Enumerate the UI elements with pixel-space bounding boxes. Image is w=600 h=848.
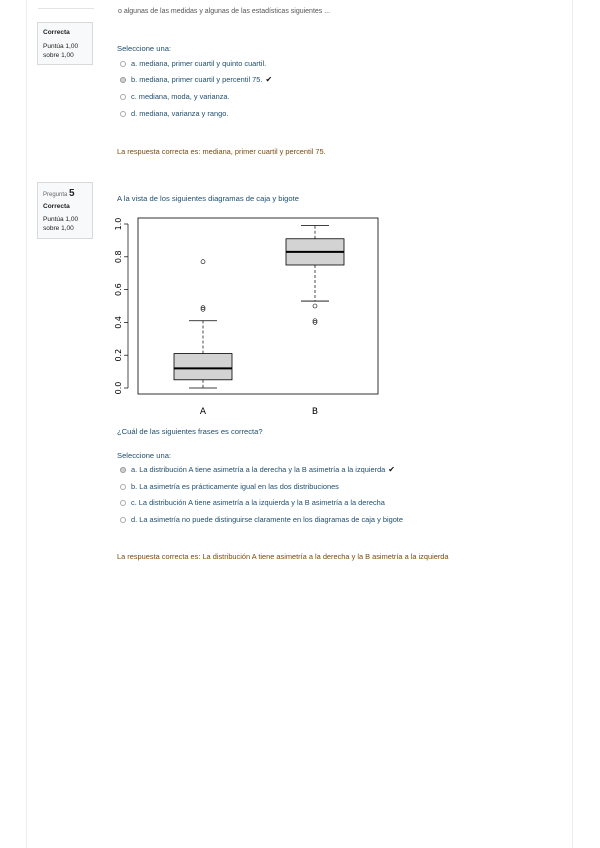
outlier-point [313,304,317,308]
box-A [174,354,232,380]
question-5-option-a[interactable] [120,465,395,474]
question-4-option-d[interactable] [120,109,228,118]
question-4-option-a[interactable] [120,59,266,68]
radio-button[interactable] [120,517,126,523]
question-5-option-b[interactable] [120,482,339,491]
option-label: b. La asimetría es prácticamente igual en las dos distribuciones [131,482,339,491]
question-4-state: Correcta [43,29,70,36]
y-tick-label: 0.8 [114,250,123,264]
question-4-score-line1: Puntúa 1,00 [43,42,79,50]
y-axis [114,218,128,395]
question-5-feedback: La respuesta correcta es: La distribución A tiene asimetría a la derecha y la B asimetría a la izquierda [117,552,449,561]
radio-button[interactable] [120,61,126,67]
page-border-right [572,0,573,848]
correct-check-icon: ✔ [388,465,395,474]
question-5-number: Pregunta 5 [43,188,75,199]
option-label: c. La distribución A tiene asimetría a la izquierda y la B asimetría a la derecha [131,498,385,507]
question-4-score-line2: sobre 1,00 [43,51,74,59]
question-4-option-b[interactable] [120,75,272,84]
radio-button[interactable] [120,94,126,100]
question-5-state: Correcta [43,202,70,210]
question-5-info [37,182,93,239]
question-4-prompt: Seleccione una: [117,44,172,53]
x-axis [200,407,318,417]
option-label: b. mediana, primer cuartil y percentil 75. [131,75,263,84]
question-5-option-d[interactable] [120,515,403,524]
radio-button[interactable] [120,111,126,117]
y-tick-label: 0.6 [114,283,123,296]
boxplot-chart [110,212,390,424]
radio-button-selected[interactable] [120,467,126,473]
y-tick-label: 0.0 [114,381,123,395]
question-5-intro: A la vista de los siguientes diagramas de caja y bigote [117,194,299,203]
option-label: d. La asimetría no puede distinguirse claramente en los diagramas de caja y bigote [131,515,403,524]
y-tick-label: 1.0 [114,217,123,231]
question-4-feedback: La respuesta correcta es: mediana, primer cuartil y percentil 75. [117,147,326,156]
option-label: a. La distribución A tiene asimetría a la derecha y la B asimetría a la izquierda [131,465,386,474]
option-label: c. mediana, moda, y varianza. [131,92,230,101]
question-4-info [37,22,93,65]
x-tick-label: A [199,407,207,417]
y-tick-label: 0.4 [114,316,123,329]
question-4-clipped-text: o algunas de las medidas y algunas de las estadísticas siguientes ... [118,8,331,15]
page-border-left [26,0,27,848]
x-tick-label: B [311,407,319,417]
radio-button-selected[interactable] [120,77,126,83]
question-5-question: ¿Cuál de las siguientes frases es correcta? [117,427,263,436]
radio-button[interactable] [120,484,126,490]
boxplot-boxes [174,226,344,388]
question-5-option-c[interactable] [120,498,385,507]
question-5-prompt: Seleccione una: [117,451,172,460]
question-5-score-line1: Puntúa 1,00 [43,216,79,224]
option-label: d. mediana, varianza y rango. [131,109,229,118]
option-label: a. mediana, primer cuartil y quinto cuartil. [131,59,267,68]
y-tick-label: 0.2 [114,348,123,362]
top-divider [38,8,94,9]
question-5-score-line2: sobre 1,00 [43,225,74,233]
radio-button[interactable] [120,500,126,506]
outlier-point [201,260,205,264]
question-4-option-c[interactable] [120,92,230,101]
correct-check-icon: ✔ [265,75,273,84]
